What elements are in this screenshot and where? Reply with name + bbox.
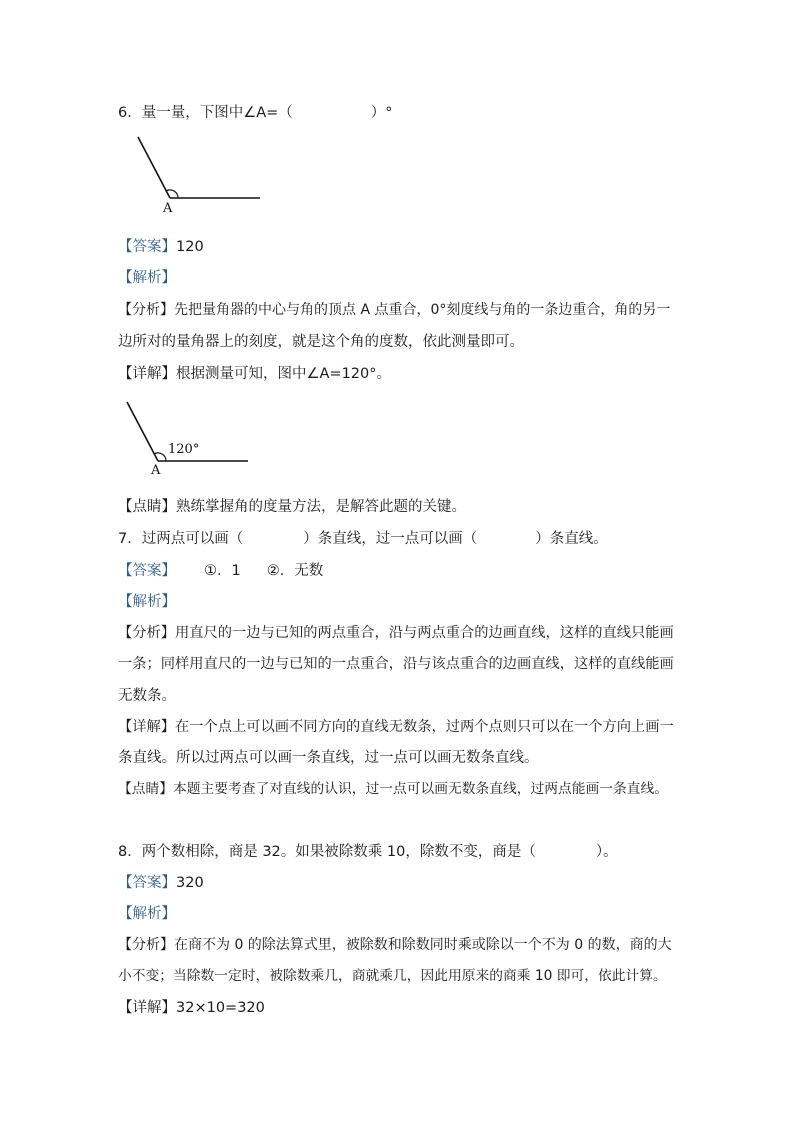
q7-question (118, 529, 608, 549)
q7-xiangjie-line1 (118, 717, 674, 737)
q7-fenxi-text2: 一条；同样用直尺的一边与已知的一点重合，沿与该点重合的边画直线，这样的直线能画 (118, 656, 674, 672)
q6-xiangjie-text: 根据测量可知，图中∠A=120°。 (176, 366, 391, 382)
q6-angle-ray-slanted (138, 137, 170, 198)
q8-fenxi-line2 (118, 966, 667, 986)
q6-fenxi-line2 (118, 332, 524, 352)
q8-xiangjie-text: 32×10=320 (176, 1000, 265, 1016)
q7-question-part2: ）条直线，过一点可以画（ (303, 531, 478, 547)
q6-fenxi-tag: 【分析】 (118, 302, 174, 318)
q8-question-close: ）。 (595, 844, 618, 860)
q7-fenxi-tag: 【分析】 (118, 625, 176, 641)
q6-answer-tag: 【答案】 (118, 239, 176, 255)
q8-fenxi-line1 (118, 935, 672, 955)
q6-question (118, 103, 393, 123)
q8-xiangjie (118, 998, 265, 1018)
q6-analysis-tag: 【解析】 (118, 270, 176, 286)
q8-question (118, 842, 618, 862)
q7-dianjing-tag: 【点睛】 (118, 781, 174, 797)
q6-angle-figure-measured (122, 398, 262, 478)
q8-xiangjie-tag: 【详解】 (118, 1000, 176, 1016)
q6-question-close: ）° (370, 105, 393, 121)
q7-answer (118, 561, 323, 581)
q6-answer (118, 237, 204, 257)
q7-xiangjie-text1: 在一个点上可以画不同方向的直线无数条，过两个点则只可以在一个方向上画一 (175, 719, 674, 735)
q8-fenxi-text2: 小不变；当除数一定时，被除数乘几，商就乘几，因此用原来的商乘 10 即可，依此计算。 (118, 968, 667, 984)
q7-fenxi-line3 (118, 686, 176, 706)
q7-analysis-tag: 【解析】 (118, 594, 176, 610)
q6-answer-value: 120 (176, 239, 204, 255)
q6-measured-ray-slanted (127, 402, 158, 461)
q7-question-part3: ）条直线。 (535, 531, 608, 547)
q6-analysis (118, 268, 176, 288)
q7-xiangjie-text2: 条直线。所以过两点可以画一条直线，过一点可以画无数条直线。 (118, 750, 539, 766)
q6-xiangjie-tag: 【详解】 (118, 366, 176, 382)
q6-fenxi-line1 (118, 300, 670, 320)
q6-vertex-label: A (163, 201, 173, 216)
q7-fenxi-text1: 用直尺的一边与已知的两点重合，沿与两点重合的边画直线，这样的直线只能画 (175, 625, 674, 641)
q8-answer-tag: 【答案】 (118, 875, 176, 891)
q7-question-part1: 7．过两点可以画（ (118, 531, 244, 547)
q8-fenxi-text1: 在商不为 0 的除法算式里，被除数和除数同时乘或除以一个不为 0 的数，商的大 (174, 937, 672, 953)
q7-analysis (118, 592, 176, 612)
q6-measured-vertex-label: A (151, 463, 161, 478)
q7-answer-tag: 【答案】 (118, 563, 176, 579)
q8-analysis (118, 904, 176, 924)
q8-answer-value: 320 (176, 875, 204, 891)
q6-fenxi-text1: 先把量角器的中心与角的顶点 A 点重合，0°刻度线与角的一条边重合，角的另一 (174, 302, 671, 318)
q7-fenxi-line2 (118, 654, 674, 674)
q7-xiangjie-tag: 【详解】 (118, 719, 176, 735)
q7-answer-1: ①．1 (204, 563, 241, 579)
q6-measured-angle-label: 120° (168, 442, 200, 457)
q7-answer-2: ②．无数 (266, 563, 324, 579)
q6-dianjing-tag: 【点睛】 (118, 499, 176, 515)
q8-fenxi-tag: 【分析】 (118, 937, 174, 953)
q6-xiangjie (118, 364, 391, 384)
q6-angle-figure (130, 130, 270, 220)
q7-fenxi-text3: 无数条。 (118, 688, 176, 704)
q6-fenxi-text2: 边所对的量角器上的刻度，就是这个角的度数，依此测量即可。 (118, 334, 524, 350)
q8-analysis-tag: 【解析】 (118, 906, 176, 922)
q7-fenxi-line1 (118, 623, 674, 643)
q6-dianjing-text: 熟练掌握角的度量方法，是解答此题的关键。 (176, 499, 466, 515)
q7-dianjing (118, 779, 668, 799)
q6-dianjing (118, 497, 466, 517)
q8-answer (118, 873, 204, 893)
q7-dianjing-text: 本题主要考查了对直线的认识，过一点可以画无数条直线，过两点能画一条直线。 (173, 781, 669, 797)
q8-question-text: 8．两个数相除，商是 32。如果被除数乘 10，除数不变，商是（ (118, 844, 536, 860)
q6-question-text: 6．量一量，下图中∠A=（ (118, 105, 293, 121)
q7-xiangjie-line2 (118, 748, 539, 768)
